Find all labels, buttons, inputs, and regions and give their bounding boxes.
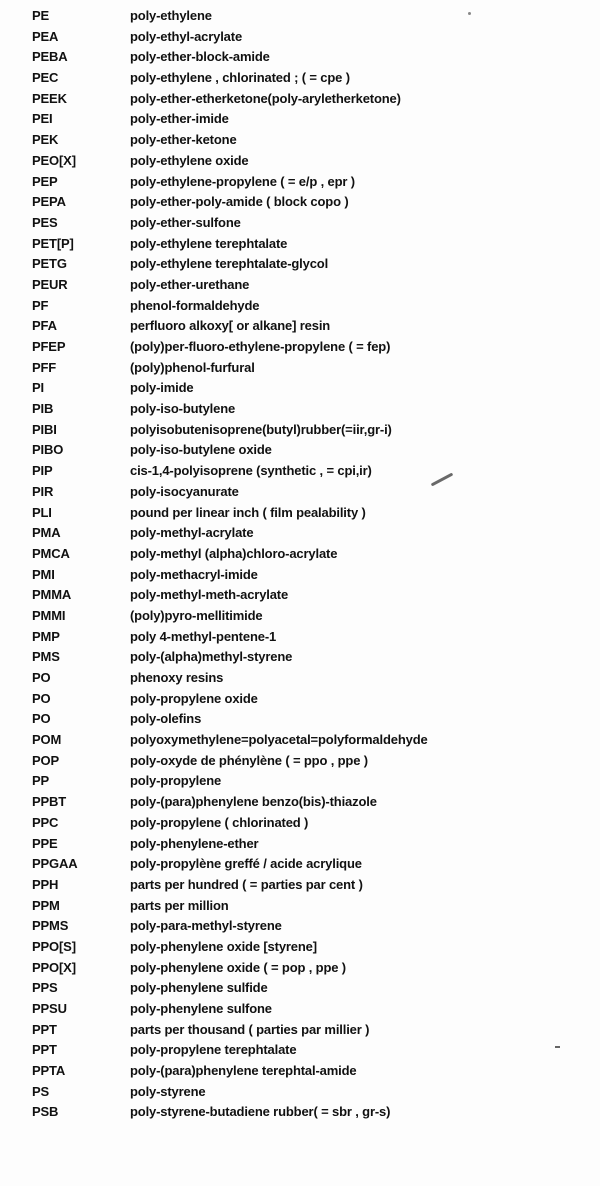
definition: poly-ethylene terephtalate (130, 235, 288, 251)
definition: poly-(alpha)methyl-styrene (130, 649, 293, 665)
abbreviation: PIB (32, 401, 54, 417)
abbreviation: PO (32, 711, 51, 727)
definition: phenol-formaldehyde (130, 297, 260, 313)
abbreviation: PPE (32, 835, 58, 851)
abbreviation: PSB (32, 1104, 59, 1120)
abbreviation: PPTA (32, 1063, 66, 1079)
glossary-row (32, 47, 572, 68)
glossary-row (32, 172, 572, 193)
definition: poly-propylene ( chlorinated ) (130, 814, 309, 830)
definition: poly-ethylene-propylene ( = e/p , epr ) (130, 173, 355, 189)
abbreviation: PPC (32, 814, 59, 830)
glossary-row (32, 565, 572, 586)
glossary-row (32, 958, 572, 979)
definition: poly-phenylene-ether (130, 835, 259, 851)
glossary-row (32, 337, 572, 358)
definition: poly-ethylene terephtalate-glycol (130, 256, 329, 272)
glossary-row (32, 275, 572, 296)
glossary-row (32, 606, 572, 627)
abbreviation: PEK (32, 132, 59, 148)
definition: poly-oxyde de phénylène ( = ppo , ppe ) (130, 752, 368, 768)
definition: poly-methyl (alpha)chloro-acrylate (130, 545, 338, 561)
abbreviation: PE (32, 8, 50, 23)
abbreviation: PLI (32, 504, 52, 520)
definition: poly-ethyl-acrylate (130, 28, 243, 44)
glossary-row (32, 585, 572, 606)
abbreviation: PFF (32, 359, 57, 375)
glossary-row (32, 978, 572, 999)
abbreviation: PFEP (32, 339, 66, 354)
glossary-row (32, 27, 572, 48)
glossary-row (32, 192, 572, 213)
glossary-row (32, 296, 572, 317)
glossary-row (32, 234, 572, 255)
definition: poly-imide (130, 380, 194, 396)
glossary-row (32, 358, 572, 379)
abbreviation: PMMA (32, 587, 72, 603)
glossary-row (32, 647, 572, 668)
definition: poly-phenylene sulfide (130, 980, 268, 996)
definition: poly-iso-butylene oxide (130, 442, 272, 458)
definition: (poly)per-fluoro-ethylene-propylene ( = fep) (130, 339, 391, 354)
abbreviation: PEUR (32, 276, 68, 292)
glossary-row (32, 316, 572, 337)
glossary-row (32, 254, 572, 275)
glossary-row (32, 689, 572, 710)
glossary-row (32, 709, 572, 730)
abbreviation-glossary (32, 6, 572, 1123)
glossary-row (32, 751, 572, 772)
glossary-row (32, 1020, 572, 1041)
definition: cis-1,4-polyisoprene (synthetic , = cpi,ir) (130, 463, 372, 479)
abbreviation: PIR (32, 483, 54, 499)
definition: poly-ether-ketone (130, 132, 237, 148)
glossary-row (32, 68, 572, 89)
abbreviation: PEC (32, 70, 59, 86)
abbreviation: PEP (32, 173, 58, 189)
glossary-row (32, 440, 572, 461)
definition: poly-methacryl-imide (130, 566, 258, 582)
glossary-row (32, 627, 572, 648)
abbreviation: PPS (32, 980, 58, 996)
definition: poly-phenylene sulfone (130, 1001, 272, 1016)
definition: poly-ethylene oxide (130, 152, 249, 168)
abbreviation: PPO[S] (32, 938, 76, 954)
glossary-row (32, 1102, 572, 1123)
glossary-row (32, 1082, 572, 1103)
abbreviation: PIP (32, 463, 53, 479)
abbreviation: PEBA (32, 49, 68, 65)
abbreviation: POP (32, 752, 60, 768)
abbreviation: PMS (32, 649, 60, 665)
abbreviation: PMI (32, 566, 55, 582)
glossary-row (32, 834, 572, 855)
definition: poly-propylene oxide (130, 690, 258, 706)
glossary-row (32, 937, 572, 958)
scan-speck (555, 1046, 560, 1048)
abbreviation: PMCA (32, 545, 70, 561)
definition: poly-propylène greffé / acide acrylique (130, 856, 362, 872)
glossary-row (32, 792, 572, 813)
definition: poly-ether-sulfone (130, 214, 241, 230)
glossary-row (32, 461, 572, 482)
abbreviation: PFA (32, 318, 57, 334)
abbreviation: PMMI (32, 607, 66, 623)
definition: poly-ether-poly-amide ( block copo ) (130, 194, 349, 210)
abbreviation: PEA (32, 28, 59, 44)
glossary-row (32, 1061, 572, 1082)
abbreviation: PO (32, 670, 51, 685)
definition: (poly)phenol-furfural (130, 359, 255, 375)
glossary-row (32, 813, 572, 834)
abbreviation: PET[P] (32, 235, 74, 251)
abbreviation: PIBO (32, 442, 64, 458)
abbreviation: PPT (32, 1021, 57, 1037)
definition: polyoxymethylene=polyacetal=polyformaldehyde (130, 732, 428, 748)
scan-speck (468, 12, 471, 15)
abbreviation: POM (32, 732, 62, 748)
abbreviation: PEI (32, 111, 53, 127)
glossary-row (32, 109, 572, 130)
definition: poly-propylene (130, 773, 222, 789)
definition: poly-phenylene oxide ( = pop , ppe ) (130, 959, 346, 975)
abbreviation: PMP (32, 628, 60, 644)
abbreviation: PPMS (32, 918, 69, 934)
definition: phenoxy resins (130, 670, 224, 685)
definition: perfluoro alkoxy[ or alkane] resin (130, 318, 331, 334)
definition: poly-ether-block-amide (130, 49, 270, 65)
abbreviation: PPM (32, 897, 60, 913)
glossary-row (32, 378, 572, 399)
glossary-row (32, 151, 572, 172)
abbreviation: PEPA (32, 194, 66, 210)
abbreviation: PP (32, 773, 50, 789)
glossary-row (32, 482, 572, 503)
definition: poly-iso-butylene (130, 401, 236, 417)
glossary-row (32, 916, 572, 937)
definition: polyisobutenisoprene(butyl)rubber(=iir,gr-i) (130, 421, 392, 437)
definition: poly-phenylene oxide [styrene] (130, 938, 317, 954)
glossary-row (32, 503, 572, 524)
glossary-row (32, 999, 572, 1020)
abbreviation: PPH (32, 876, 59, 892)
definition: parts per million (130, 897, 229, 913)
abbreviation: PPT (32, 1042, 57, 1058)
abbreviation: PS (32, 1083, 50, 1099)
abbreviation: PEO[X] (32, 152, 76, 168)
abbreviation: PO (32, 690, 51, 706)
glossary-row (32, 420, 572, 441)
abbreviation: PI (32, 380, 44, 396)
glossary-row (32, 523, 572, 544)
definition: poly-methyl-acrylate (130, 525, 254, 541)
glossary-row (32, 896, 572, 917)
glossary-row (32, 771, 572, 792)
definition: (poly)pyro-mellitimide (130, 607, 263, 623)
glossary-row (32, 730, 572, 751)
abbreviation: PPO[X] (32, 959, 76, 975)
definition: poly-methyl-meth-acrylate (130, 587, 289, 603)
definition: poly-ethylene , chlorinated ; ( = cpe ) (130, 70, 350, 86)
definition: poly-styrene-butadiene rubber( = sbr , gr-s) (130, 1104, 391, 1120)
glossary-row (32, 854, 572, 875)
definition: poly-ether-urethane (130, 276, 250, 292)
definition: poly-ether-etherketone(poly-aryletherketone) (130, 90, 401, 106)
definition: parts per thousand ( parties par millier ) (130, 1021, 370, 1037)
abbreviation: PIBI (32, 421, 57, 437)
definition: poly-ether-imide (130, 111, 229, 127)
glossary-row (32, 1040, 572, 1061)
definition: poly-olefins (130, 711, 202, 727)
glossary-row (32, 399, 572, 420)
glossary-row (32, 544, 572, 565)
glossary-row (32, 89, 572, 110)
abbreviation: PF (32, 297, 49, 313)
definition: poly-styrene (130, 1083, 206, 1099)
definition: pound per linear inch ( film pealability ) (130, 504, 366, 520)
definition: poly-para-methyl-styrene (130, 918, 282, 934)
abbreviation: PPBT (32, 794, 67, 810)
abbreviation: PEEK (32, 90, 67, 106)
definition: poly-ethylene (130, 8, 212, 23)
definition: poly-(para)phenylene benzo(bis)-thiazole (130, 794, 377, 810)
definition: poly 4-methyl-pentene-1 (130, 628, 277, 644)
definition: poly-(para)phenylene terephtal-amide (130, 1063, 357, 1079)
abbreviation: PMA (32, 525, 61, 541)
glossary-row (32, 130, 572, 151)
abbreviation: PETG (32, 256, 67, 272)
abbreviation: PPSU (32, 1001, 67, 1016)
definition: poly-propylene terephtalate (130, 1042, 297, 1058)
definition: parts per hundred ( = parties par cent ) (130, 876, 363, 892)
abbreviation: PPGAA (32, 856, 78, 872)
abbreviation: PES (32, 214, 58, 230)
glossary-row (32, 6, 572, 27)
definition: poly-isocyanurate (130, 483, 239, 499)
glossary-row (32, 213, 572, 234)
glossary-row (32, 875, 572, 896)
glossary-row (32, 668, 572, 689)
